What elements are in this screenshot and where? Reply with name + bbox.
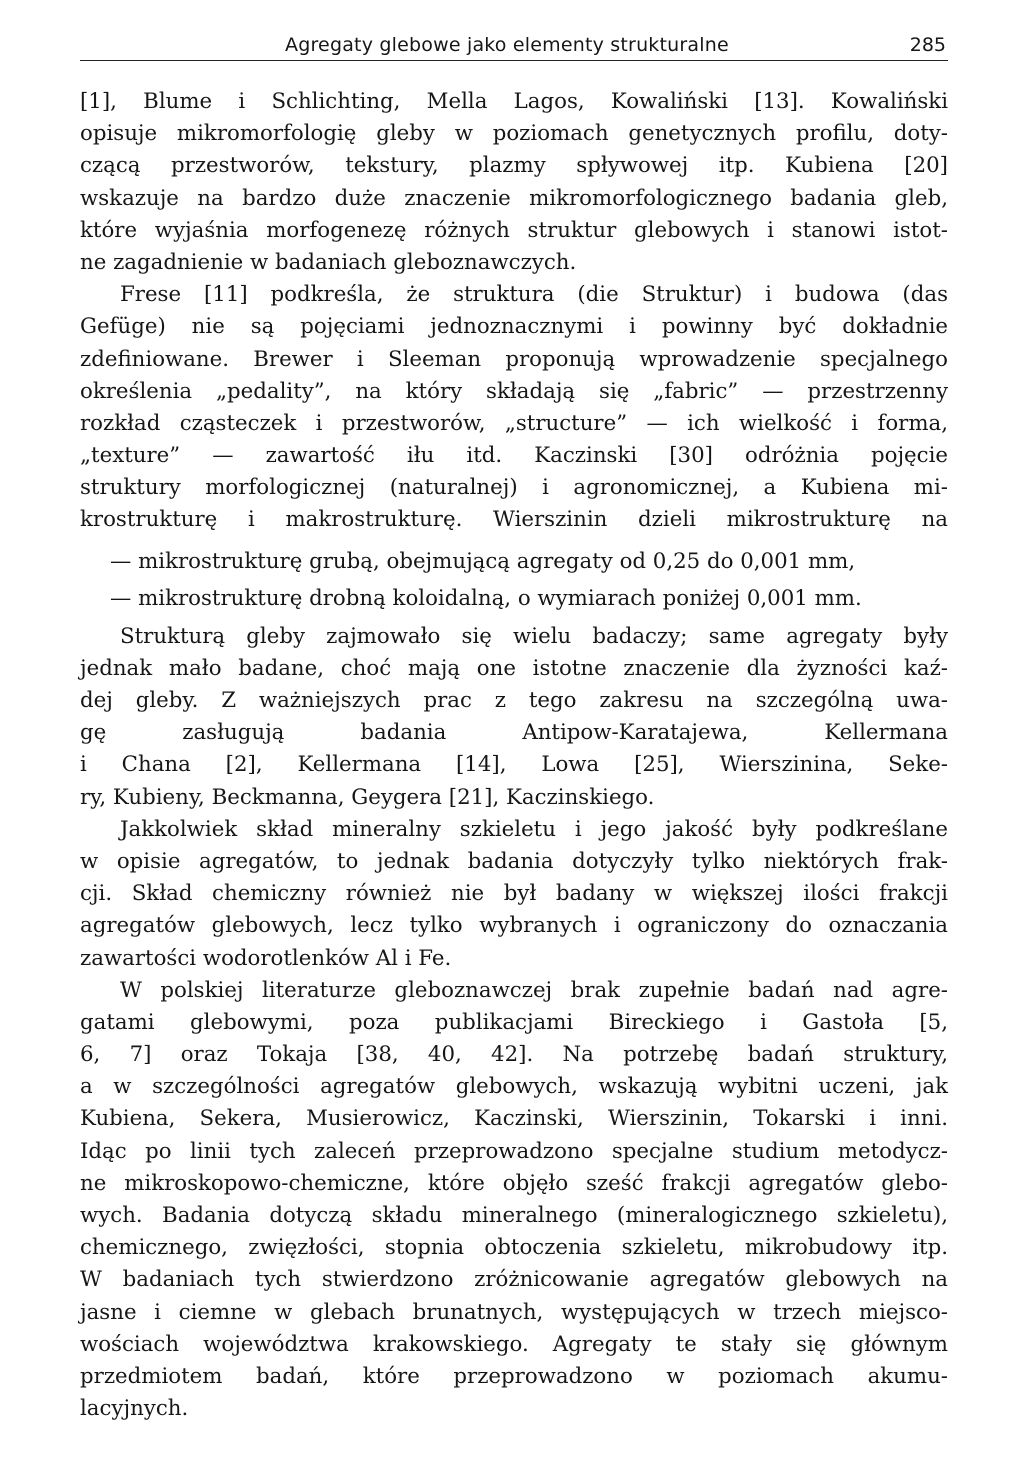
text-line: określenia „pedality”, na który składają się „fabric” — przestrzenny <box>80 378 948 404</box>
text-line: i Chana [2], Kellermana [14], Lowa [25], Wierszinina, Seke- <box>80 752 948 778</box>
text-line: Gefüge) nie są pojęciami jednoznacznymi i powinny być dokładnie <box>80 314 948 340</box>
paragraph-2 <box>80 279 948 537</box>
text-line: jasne i ciemne w glebach brunatnych, występujących w trzech miejsco- <box>80 1299 948 1325</box>
text-line: w opisie agregatów, to jednak badania dotyczyły tylko niektórych frak- <box>80 848 948 874</box>
text-line: ry, Kubieny, Beckmanna, Geygera [21], Kaczinskiego. <box>80 784 655 810</box>
text-line: dej gleby. Z ważniejszych prac z tego zakresu na szczególną uwa- <box>80 688 948 713</box>
text-line: Idąc po linii tych zaleceń przeprowadzono specjalne studium metodycz- <box>80 1138 948 1164</box>
text-line: cji. Skład chemiczny również nie był badany w większej ilości frakcji <box>80 881 948 907</box>
paragraph-5 <box>80 975 948 1426</box>
text-line: wych. Badania dotyczą składu mineralnego (mineralogicznego szkieletu), <box>80 1203 948 1228</box>
text-line: chemicznego, zwięzłości, stopnia obtoczenia szkieletu, mikrobudowy itp. <box>80 1235 948 1261</box>
text-line: krostrukturę i makrostrukturę. Wierszinin dzieli mikrostrukturę na <box>80 507 948 533</box>
dash-list-item: — mikrostrukturę grubą, obejmującą agregaty od 0,25 do 0,001 mm, <box>110 548 856 574</box>
dash-list <box>80 543 948 617</box>
running-title: Agregaty glebowe jako elementy strukturalne <box>285 34 729 56</box>
text-line: zawartości wodorotlenków Al i Fe. <box>80 945 452 971</box>
text-line: Jakkolwiek skład mineralny szkieletu i jego jakość były podkreślane <box>120 816 948 842</box>
text-line: zdefiniowane. Brewer i Sleeman proponują wprowadzenie specjalnego <box>80 346 948 372</box>
text-line: W badaniach tych stwierdzono zróżnicowanie agregatów glebowych na <box>80 1267 948 1293</box>
text-line: W polskiej literaturze gleboznawczej brak zupełnie badań nad agre- <box>120 977 948 1003</box>
page-number: 285 <box>909 34 946 56</box>
text-line: rozkład cząsteczek i przestworów, „structure” — ich wielkość i forma, <box>80 410 948 436</box>
text-line: agregatów glebowych, lecz tylko wybranych i ograniczony do oznaczania <box>80 913 948 939</box>
body-text <box>80 86 948 1425</box>
text-line: które wyjaśnia morfogenezę różnych struktur glebowych i stanowi istot- <box>80 217 948 243</box>
text-line: opisuje mikromorfologię gleby w poziomach genetycznych profilu, doty- <box>80 121 948 147</box>
text-line: ne zagadnienie w badaniach gleboznawczych. <box>80 249 577 275</box>
text-line: [1], Blume i Schlichting, Mella Lagos, Kowaliński [13]. Kowaliński <box>80 89 948 114</box>
text-line: czącą przestworów, tekstury, plazmy spływowej itp. Kubiena [20] <box>80 153 948 179</box>
text-line: gatami glebowymi, poza publikacjami Bireckiego i Gastoła [5, <box>80 1009 948 1035</box>
text-line: gę zasługują badania Antipow-Karatajewa, Kellermana <box>80 720 948 746</box>
text-line: jednak mało badane, choć mają one istotne znaczenie dla żyzności kaź- <box>80 655 948 681</box>
paragraph-3 <box>80 621 948 814</box>
text-line: Kubiena, Sekera, Musierowicz, Kaczinski, Wierszinin, Tokarski i inni. <box>80 1106 948 1132</box>
text-line: lacyjnych. <box>80 1396 189 1422</box>
dash-list-item: — mikrostrukturę drobną koloidalną, o wymiarach poniżej 0,001 mm. <box>110 585 862 611</box>
text-line: wościach województwa krakowskiego. Agregaty te stały się głównym <box>80 1331 948 1357</box>
text-line: wskazuje na bardzo duże znaczenie mikromorfologicznego badania gleb, <box>80 185 948 211</box>
text-line: a w szczególności agregatów glebowych, wskazują wybitni uczeni, jak <box>80 1074 948 1100</box>
text-line: przedmiotem badań, które przeprowadzono w poziomach akumu- <box>80 1363 948 1389</box>
text-line: „texture” — zawartość iłu itd. Kaczinski [30] odróżnia pojęcie <box>80 443 948 469</box>
text-line: struktury morfologicznej (naturalnej) i agronomicznej, a Kubiena mi- <box>80 475 948 501</box>
paragraph-4 <box>80 814 948 975</box>
text-line: Strukturą gleby zajmowało się wielu badaczy; same agregaty były <box>120 623 948 649</box>
text-line: 6, 7] oraz Tokaja [38, 40, 42]. Na potrzebę badań struktury, <box>80 1042 948 1068</box>
paragraph-1 <box>80 86 948 279</box>
text-line: Frese [11] podkreśla, że struktura (die Struktur) i budowa (das <box>120 282 948 308</box>
page-header <box>80 34 948 61</box>
text-line: ne mikroskopowo-chemiczne, które objęło sześć frakcji agregatów glebo- <box>80 1170 948 1196</box>
